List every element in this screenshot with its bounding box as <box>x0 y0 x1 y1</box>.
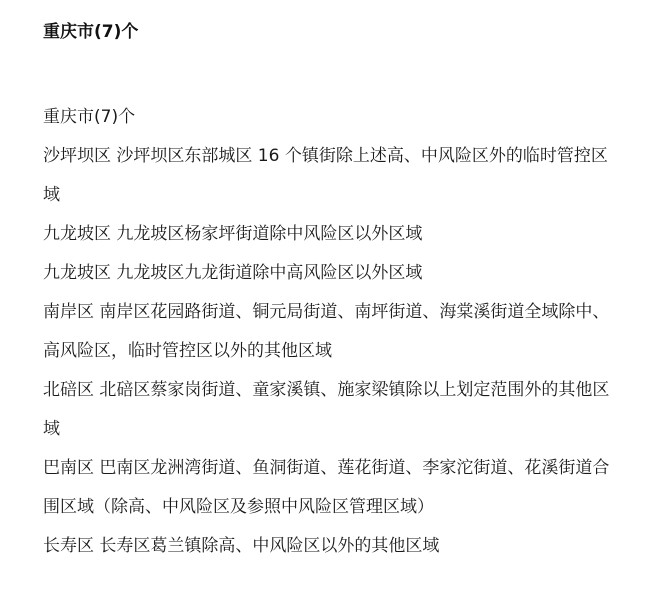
list-item <box>43 215 643 254</box>
list-item-line: 沙坪坝区 沙坪坝区东部城区 16 个镇街除上述高、中风险区外的临时管控区 <box>43 146 608 166</box>
list-item <box>43 293 643 371</box>
list-item-line: 巴南区 巴南区龙洲湾街道、鱼洞街道、莲花街道、李家沱街道、花溪街道合 <box>43 458 610 478</box>
list-item-line: 南岸区 南岸区花园路街道、铜元局街道、南坪街道、海棠溪街道全域除中、 <box>43 302 610 322</box>
list-item-line: 高风险区，临时管控区以外的其他区域 <box>43 341 332 361</box>
list-item <box>43 254 643 293</box>
list-item-line: 域 <box>43 419 60 439</box>
page-title: 重庆市(7)个 <box>43 22 139 42</box>
list-item-line: 围区域（除高、中风险区及参照中风险区管理区域） <box>43 497 434 517</box>
list-subheading: 重庆市(7)个 <box>43 107 136 127</box>
list-item-line: 九龙坡区 九龙坡区九龙街道除中高风险区以外区域 <box>43 263 423 283</box>
list-item <box>43 371 643 449</box>
region-list <box>43 98 643 566</box>
list-item <box>43 449 643 527</box>
list-item <box>43 137 643 215</box>
list-item-line: 域 <box>43 185 60 205</box>
list-item-line: 长寿区 长寿区葛兰镇除高、中风险区以外的其他区域 <box>43 536 440 556</box>
list-item-line: 北碚区 北碚区蔡家岗街道、童家溪镇、施家梁镇除以上划定范围外的其他区 <box>43 380 610 400</box>
list-item <box>43 527 643 566</box>
list-item-line: 九龙坡区 九龙坡区杨家坪街道除中风险区以外区域 <box>43 224 423 244</box>
